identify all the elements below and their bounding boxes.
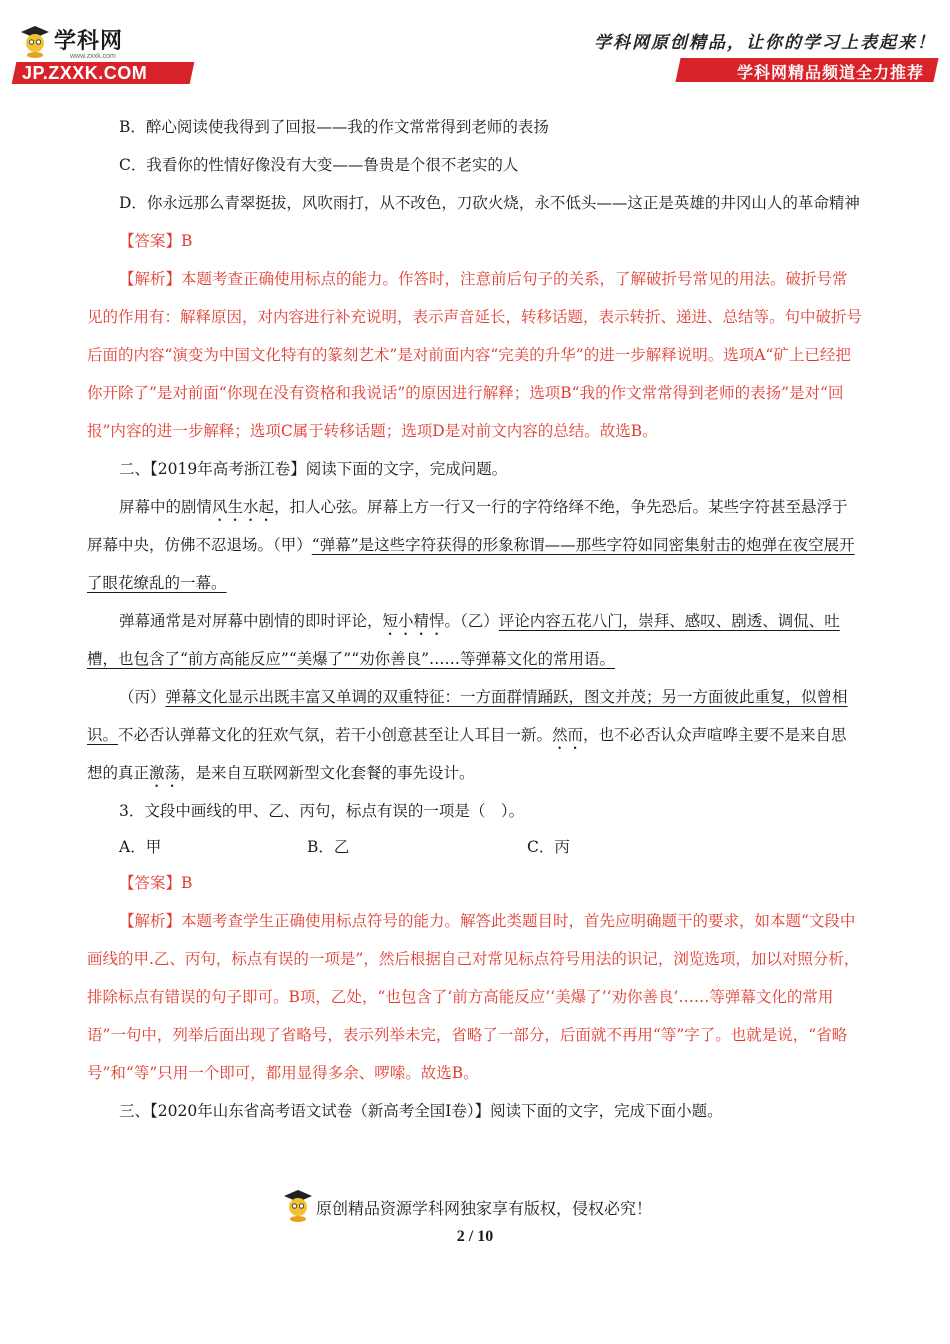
mascot-icon bbox=[283, 1188, 313, 1222]
page-header bbox=[0, 0, 950, 95]
logo-url: JP.ZXXK.COM bbox=[22, 63, 148, 83]
zxxk-logo[interactable] bbox=[14, 22, 194, 86]
passage-paragraph-3: （丙）弹幕文化显示出既丰富又单调的双重特征：一方面群情踊跃，图文并茂；另一方面彼此重复，似曾相识。不必否认弹幕文化的狂欢气氛，若干小创意甚至让人耳目一新。然而，也不必否认众声喧哗主要不是来自思想的真正激荡，是来自互联网新型文化套餐的事先设计。 bbox=[87, 688, 848, 782]
question-3-choices bbox=[87, 830, 862, 864]
underlined-sentence-yi: 评论内容五花八门，崇拜、感叹、剧透、调侃、吐槽，也包含了“前方高能反应”“美爆了”“劝你善良”……等弹幕文化的常用语。 bbox=[87, 612, 840, 668]
option-d: D．你永远那么青翠挺拔，风吹雨打，从不改色，刀砍火烧，永不低头——这正是英雄的井冈山人的革命精神 bbox=[119, 194, 860, 212]
document-body bbox=[87, 108, 862, 1130]
choice-c: C．丙 bbox=[527, 838, 570, 856]
question-3: 3．文段中画线的甲、乙、丙句，标点有误的一项是（ ）。 bbox=[119, 802, 525, 820]
copyright-notice: 原创精品资源学科网独家享有版权，侵权必究！ bbox=[316, 1199, 653, 1218]
header-slogan: 学科网原创精品，让你的学习上表起来！ bbox=[594, 33, 936, 53]
header-banner-text: 学科网精品频道全力推荐 bbox=[736, 63, 924, 82]
choice-a: A．甲 bbox=[119, 838, 162, 856]
passage-paragraph-1: 屏幕中的剧情风生水起，扣人心弦。屏幕上方一行又一行的字符络绎不绝，争先恐后。某些字符甚至悬浮于屏幕中央，仿佛不忍退场。（甲）“弹幕”是这些字符获得的形象称谓——那些字符如同密集射击的炮弹在夜空展开了眼花缭乱的一幕。 bbox=[87, 498, 855, 592]
underlined-sentence-jia: “弹幕”是这些字符获得的形象称谓——那些字符如同密集射击的炮弹在夜空展开了眼花缭乱的一幕。 bbox=[87, 536, 855, 592]
section-3-title: 三、【2020年山东省高考语文试卷（新高考全国Ⅰ卷）】阅读下面的文字，完成下面小题。 bbox=[119, 1102, 723, 1120]
underlined-sentence-bing: 弹幕文化显示出既丰富又单调的双重特征：一方面群情踊跃，图文并茂；另一方面彼此重复，似曾相识。 bbox=[87, 688, 848, 744]
logo-subtext: www.zxxk.com bbox=[70, 53, 116, 60]
passage-paragraph-2: 弹幕通常是对屏幕中剧情的即时评论，短小精悍。（乙）评论内容五花八门，崇拜、感叹、剧透、调侃、吐槽，也包含了“前方高能反应”“美爆了”“劝你善良”……等弹幕文化的常用语。 bbox=[87, 612, 840, 668]
page-number: 2 / 10 bbox=[456, 1228, 494, 1245]
choice-b: B．乙 bbox=[307, 838, 350, 856]
answer-2: 【答案】B bbox=[119, 874, 193, 892]
section-2-title: 二、【2019年高考浙江卷】阅读下面的文字，完成问题。 bbox=[119, 460, 508, 478]
option-b: B．醉心阅读使我得到了回报——我的作文常常得到老师的表扬 bbox=[119, 118, 549, 136]
analysis-2: 【解析】本题考查学生正确使用标点符号的能力。解答此类题目时，首先应明确题干的要求，如本题“文段中画线的甲.乙、丙句，标点有误的一项是”，然后根据自己对常见标点符号用法的识记，浏览选项，加以对照分析，排除标点有错误的句子即可。B项，乙处，“也包含了‘前方高能反应’‘美爆了’‘劝你善良’……等弹幕文化的常用语”一句中，列举后面出现了省略号，表示列举未完，省略了一部分，后面就不再用“等”字了。也就是说，“省略号”和“等”只用一个即可，都用显得多余、啰嗦。故选B。 bbox=[87, 912, 860, 1082]
page-footer bbox=[0, 1188, 950, 1228]
answer-1: 【答案】B bbox=[119, 232, 193, 250]
logo-text: 学科网 bbox=[54, 29, 124, 54]
analysis-1: 【解析】本题考查正确使用标点的能力。作答时，注意前后句子的关系，了解破折号常见的用法。破折号常见的作用有：解释原因，对内容进行补充说明，表示声音延长，转移话题，表示转折、递进、总结等。句中破折号后面的内容“演变为中国文化特有的篆刻艺术”是对前面内容“完美的升华”的进一步解释说明。选项A“矿上已经把你开除了”是对前面“你现在没有资格和我说话”的原因进行解释；选项B“我的作文常常得到老师的表扬”是对“回报”内容的进一步解释；选项C属于转移话题；选项D是对前文内容的总结。故选B。 bbox=[87, 270, 863, 440]
mascot-icon bbox=[20, 24, 50, 58]
option-c: C．我看你的性情好像没有大变——鲁贵是个很不老实的人 bbox=[119, 156, 519, 174]
